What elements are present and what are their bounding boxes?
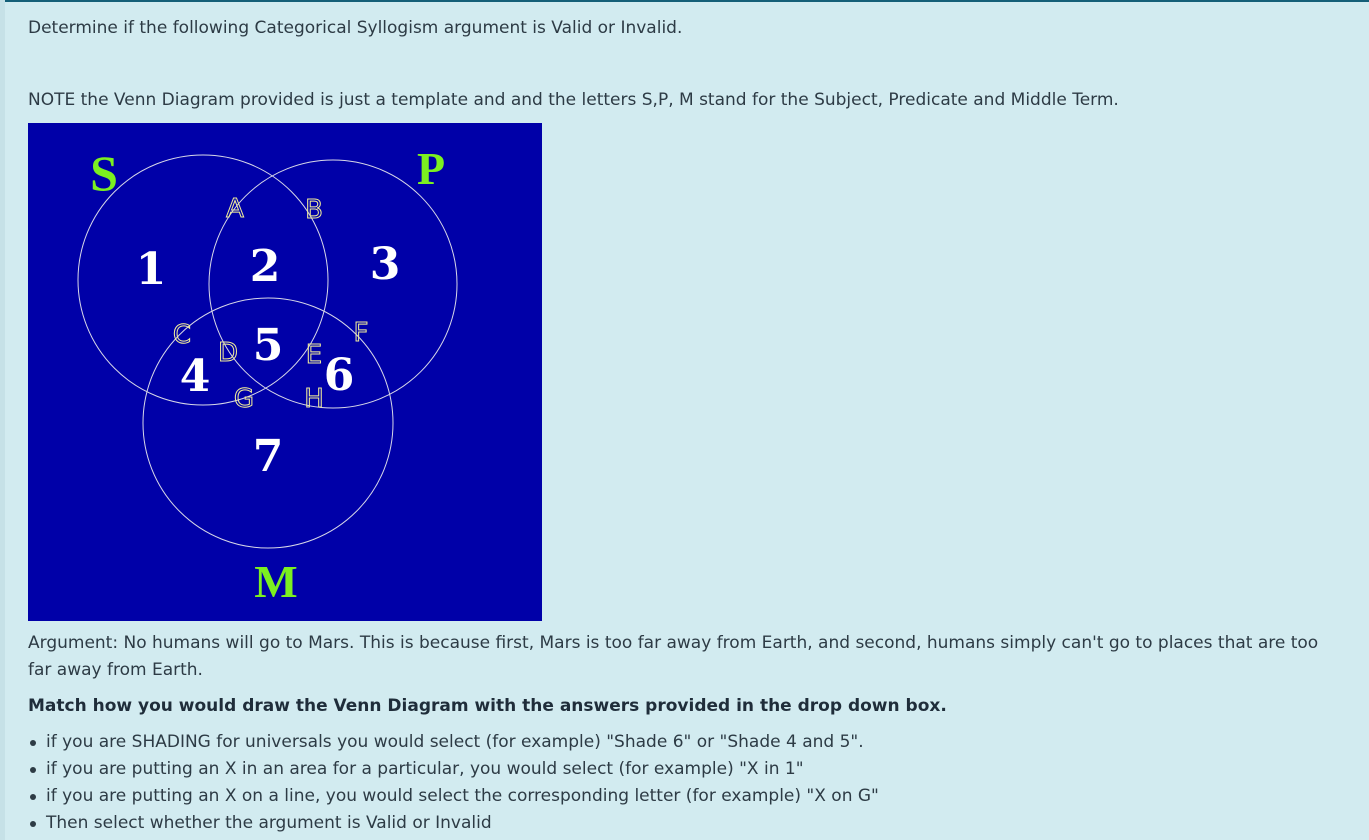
line-letter-h: H — [304, 384, 324, 414]
instruction-text: Match how you would draw the Venn Diagram with the answers provided in the drop down box. — [28, 696, 947, 716]
region-6: 6 — [323, 350, 355, 401]
question-title: Determine if the following Categorical Syllogism argument is Valid or Invalid. — [28, 18, 683, 38]
line-letter-f: F — [353, 318, 369, 348]
term-s: S — [90, 145, 118, 201]
question-note: NOTE the Venn Diagram provided is just a template and and the letters S,P, M stand for the Subject, Predicate and Middle Term. — [28, 90, 1119, 110]
venn-diagram — [28, 123, 542, 621]
line-letter-a: A — [226, 194, 244, 224]
term-p: P — [416, 143, 446, 194]
list-item: if you are putting an X in an area for a particular, you would select (for example) "X in 1" — [28, 756, 879, 783]
region-3: 3 — [369, 239, 401, 290]
line-letter-b: B — [305, 195, 323, 225]
region-4: 4 — [179, 351, 211, 402]
instruction-list — [28, 729, 879, 837]
region-5: 5 — [252, 320, 284, 371]
line-letter-g: G — [233, 384, 255, 414]
region-2: 2 — [249, 241, 281, 292]
argument-text: Argument: No humans will go to Mars. This is because first, Mars is too far away from Earth, and second, humans simply can't go to places that are too far away from Earth. — [28, 633, 1319, 680]
region-7: 7 — [252, 431, 284, 482]
region-1: 1 — [135, 244, 167, 295]
list-item: Then select whether the argument is Valid or Invalid — [28, 810, 879, 837]
list-item: if you are SHADING for universals you would select (for example) "Shade 6" or "Shade 4 and 5". — [28, 729, 879, 756]
line-letter-e: E — [305, 340, 323, 370]
term-m: M — [254, 556, 298, 607]
line-letter-c: C — [172, 320, 192, 350]
list-item: if you are putting an X on a line, you would select the corresponding letter (for example) "X on G" — [28, 783, 879, 810]
line-letter-d: D — [217, 338, 239, 368]
